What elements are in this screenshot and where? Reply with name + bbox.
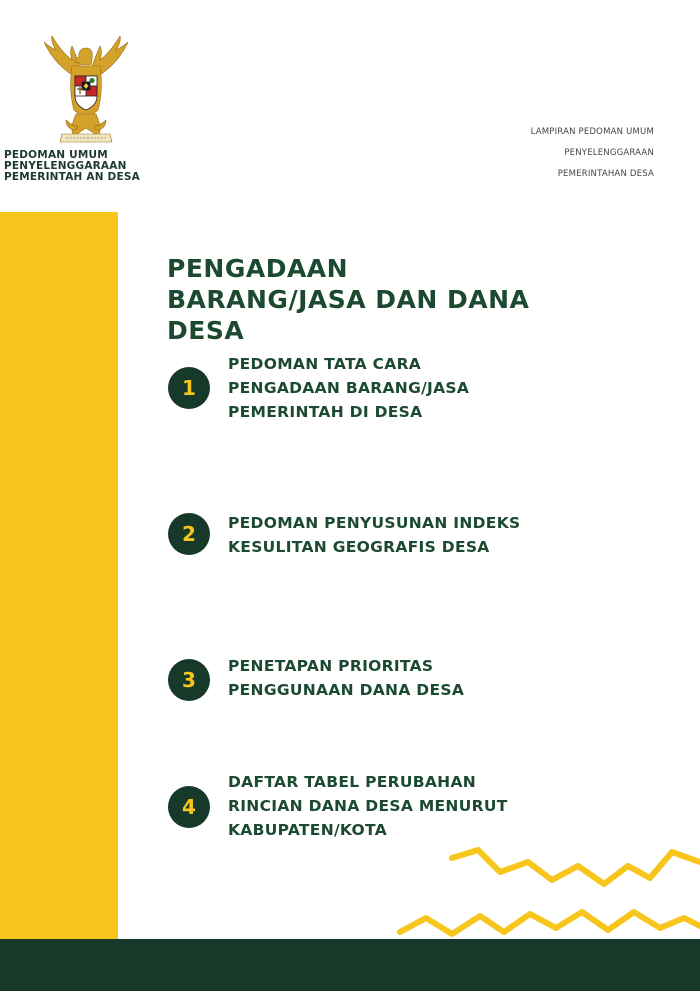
list-item-text [228,511,520,559]
title-line: DESA [167,316,245,345]
item-line: RINCIAN DANA DESA MENURUT [228,797,508,815]
org-line: PENYELENGGARAAN [4,160,127,172]
appendix-line: PEMERINTAHAN DESA [557,169,654,179]
list-item-text [228,770,508,842]
organization-name [4,150,224,183]
title-line: PENGADAAN [167,254,349,283]
item-line: PENGGUNAAN DANA DESA [228,681,465,699]
item-line: DAFTAR TABEL PERUBAHAN [228,773,477,791]
org-line: PEMERINTAH AN DESA [4,171,140,183]
list-item-text [228,352,469,424]
page-title [167,253,667,346]
item-line: PENETAPAN PRIORITAS [228,657,434,675]
item-line: PEDOMAN PENYUSUNAN INDEKS [228,514,521,532]
item-line: PENGADAAN BARANG/JASA [228,379,470,397]
number-badge-2: 2 [168,513,210,555]
garuda-pancasila-emblem-icon [36,36,136,144]
appendix-line: PENYELENGGARAAN [564,148,654,158]
number-badge-3: 3 [168,659,210,701]
item-line: PEMERINTAH DI DESA [228,403,423,421]
yellow-side-bar [0,212,118,942]
item-line: KESULITAN GEOGRAFIS DESA [228,538,490,556]
org-line: PEDOMAN UMUM [4,149,108,161]
footer-band [0,939,700,991]
appendix-label [414,122,654,185]
number-badge-4: 4 [168,786,210,828]
title-line: BARANG/JASA DAN DANA [167,285,530,314]
item-line: KABUPATEN/KOTA [228,821,387,839]
appendix-line: LAMPIRAN PEDOMAN UMUM [530,127,654,137]
number-badge-1: 1 [168,367,210,409]
item-line: PEDOMAN TATA CARA [228,355,422,373]
list-item-text [228,654,464,702]
